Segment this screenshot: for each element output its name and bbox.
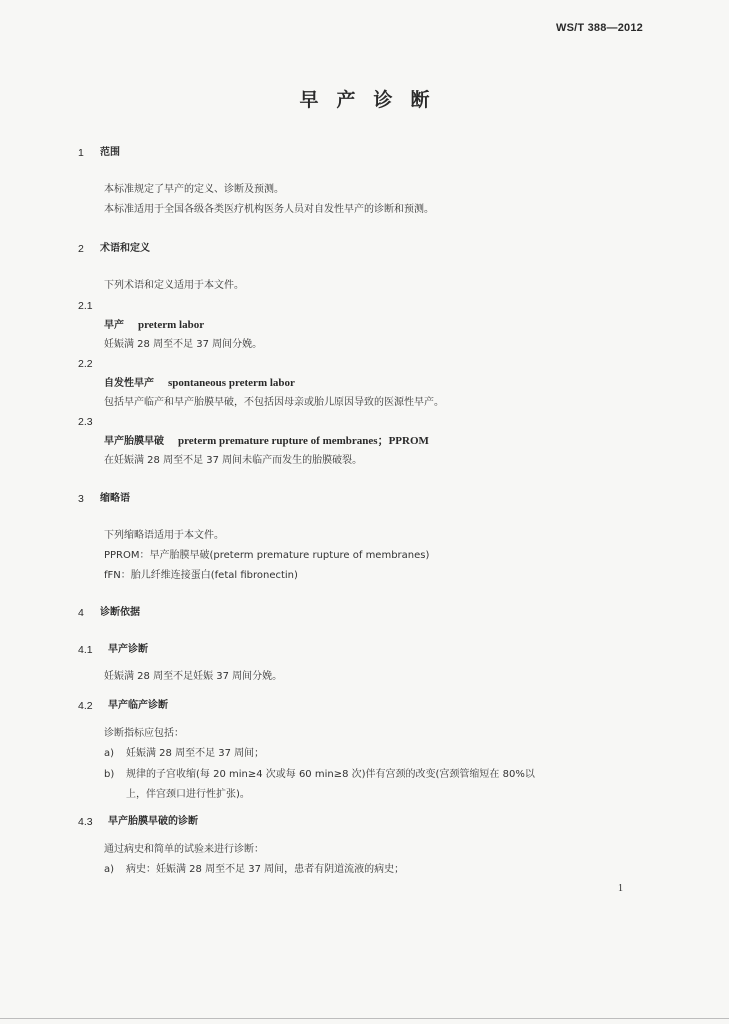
term-2-1-heading <box>104 318 204 333</box>
standard-code: WS/T 388—2012 <box>556 22 643 34</box>
term-2-3-definition: 在妊娠满 28 周至不足 37 周间未临产而发生的胎膜破裂。 <box>104 455 363 466</box>
list-text-b-line2: 上，伴宫颈口进行性扩张)。 <box>126 789 250 800</box>
list-text-b-line1: 规律的子宫收缩(每 20 min≥4 次或每 60 min≥8 次)伴有宫颈的改变(宫颈管缩短在 80%以 <box>126 769 535 780</box>
section-3-number: 3 <box>78 493 84 505</box>
term-2-1-en: preterm labor <box>138 319 205 331</box>
section-4-2-heading: 早产临产诊断 <box>108 700 168 711</box>
term-2-2-definition: 包括早产临产和早产胎膜早破，不包括因母亲或胎儿原因导致的医源性早产。 <box>104 397 444 408</box>
term-2-2-number: 2.2 <box>78 358 93 370</box>
section-2-number: 2 <box>78 243 84 255</box>
section-1-heading: 范围 <box>100 147 120 158</box>
term-2-1-cn: 早产 <box>104 320 124 331</box>
section-4-heading: 诊断依据 <box>100 607 140 618</box>
list-text-4-3-a: 病史：妊娠满 28 周至不足 37 周间，患者有阴道流液的病史； <box>126 864 405 875</box>
section-3-heading: 缩略语 <box>100 493 130 504</box>
term-2-1-number: 2.1 <box>78 300 93 312</box>
page-number: 1 <box>618 883 623 894</box>
section-4-3-number: 4.3 <box>78 816 93 828</box>
section-2-heading: 术语和定义 <box>100 243 150 254</box>
term-2-3-heading <box>104 434 429 449</box>
section-4-2-item-a <box>104 747 264 761</box>
section-4-2-number: 4.2 <box>78 700 93 712</box>
section-4-1-para: 妊娠满 28 周至不足妊娠 37 周间分娩。 <box>104 671 283 682</box>
list-label-4-3-a: a) <box>104 864 115 875</box>
list-text-a: 妊娠满 28 周至不足 37 周间； <box>126 748 265 759</box>
section-3-intro: 下列缩略语适用于本文件。 <box>104 530 224 541</box>
section-4-number: 4 <box>78 607 84 619</box>
section-4-2-intro: 诊断指标应包括： <box>104 728 184 739</box>
abbrev-pprom: PPROM：早产胎膜早破(preterm premature rupture of membranes) <box>104 550 430 561</box>
section-4-3-heading: 早产胎膜早破的诊断 <box>108 816 198 827</box>
abbrev-ffn: fFN：胎儿纤维连接蛋白(fetal fibronectin) <box>104 570 298 581</box>
document-title: 早产诊断 <box>299 89 448 111</box>
section-4-1-number: 4.1 <box>78 644 93 656</box>
term-2-3-en: preterm premature rupture of membranes；PPROM <box>178 435 429 447</box>
term-2-2-en: spontaneous preterm labor <box>168 377 295 389</box>
list-label-a: a) <box>104 748 115 759</box>
term-2-1-definition: 妊娠满 28 周至不足 37 周间分娩。 <box>104 339 263 350</box>
section-1-para-1: 本标准规定了早产的定义、诊断及预测。 <box>104 184 284 195</box>
section-1-para-2: 本标准适用于全国各级各类医疗机构医务人员对自发性早产的诊断和预测。 <box>104 204 434 215</box>
section-4-2-item-b <box>104 768 535 782</box>
section-4-1-heading: 早产诊断 <box>108 644 148 655</box>
section-4-3-item-a <box>104 863 404 877</box>
term-2-3-number: 2.3 <box>78 416 93 428</box>
section-2-intro: 下列术语和定义适用于本文件。 <box>104 280 244 291</box>
term-2-3-cn: 早产胎膜早破 <box>104 436 164 447</box>
list-label-b: b) <box>104 769 115 780</box>
section-1-number: 1 <box>78 147 84 159</box>
page-edge-divider <box>0 1018 729 1019</box>
term-2-2-cn: 自发性早产 <box>104 378 154 389</box>
term-2-2-heading <box>104 376 295 391</box>
section-4-3-intro: 通过病史和简单的试验来进行诊断： <box>104 844 264 855</box>
